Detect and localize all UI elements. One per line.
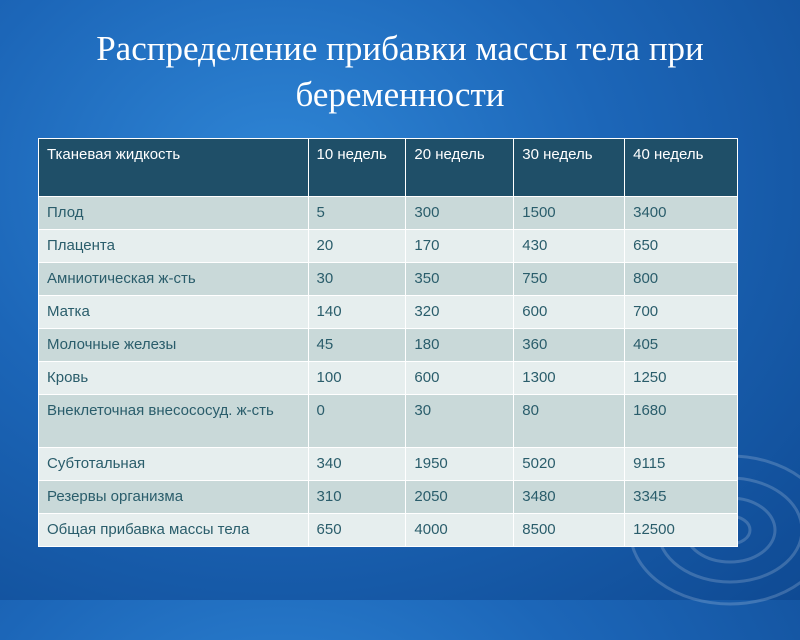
- table-cell: 180: [406, 329, 514, 362]
- table-cell: 20: [308, 230, 406, 263]
- table-cell: 3400: [625, 197, 738, 230]
- table-cell: 5: [308, 197, 406, 230]
- table-cell: 30: [308, 263, 406, 296]
- table-row: [39, 481, 738, 514]
- table-cell: 5020: [514, 448, 625, 481]
- table-cell: 350: [406, 263, 514, 296]
- table-cell: 750: [514, 263, 625, 296]
- table-row: [39, 230, 738, 263]
- table-cell: Кровь: [39, 362, 309, 395]
- table-row: [39, 514, 738, 547]
- table-cell: Плод: [39, 197, 309, 230]
- table-cell: 320: [406, 296, 514, 329]
- table-cell: Внеклеточная внесососуд. ж-сть: [39, 395, 309, 448]
- header-cell: 30 недель: [514, 139, 625, 197]
- header-cell: Тканевая жидкость: [39, 139, 309, 197]
- table-cell: 1950: [406, 448, 514, 481]
- table-cell: Общая прибавка массы тела: [39, 514, 309, 547]
- table-cell: Плацента: [39, 230, 309, 263]
- table-cell: 3345: [625, 481, 738, 514]
- table-row: [39, 362, 738, 395]
- table-cell: Субтотальная: [39, 448, 309, 481]
- table-cell: Резервы организма: [39, 481, 309, 514]
- table-cell: 405: [625, 329, 738, 362]
- table-cell: 360: [514, 329, 625, 362]
- table-cell: 2050: [406, 481, 514, 514]
- title-line-1: Распределение прибавки массы тела при: [96, 29, 704, 68]
- table-cell: Молочные железы: [39, 329, 309, 362]
- table-cell: 9115: [625, 448, 738, 481]
- table-cell: Амниотическая ж-сть: [39, 263, 309, 296]
- table-cell: 310: [308, 481, 406, 514]
- header-cell: 40 недель: [625, 139, 738, 197]
- table-cell: 3480: [514, 481, 625, 514]
- weight-gain-table: [38, 138, 738, 547]
- table-cell: 430: [514, 230, 625, 263]
- table-cell: 650: [308, 514, 406, 547]
- table-row: [39, 448, 738, 481]
- slide-title: [20, 26, 780, 118]
- table-header-row: [39, 139, 738, 197]
- table-cell: 800: [625, 263, 738, 296]
- table-cell: 12500: [625, 514, 738, 547]
- table-cell: 340: [308, 448, 406, 481]
- table-cell: 30: [406, 395, 514, 448]
- table-row: [39, 263, 738, 296]
- table-cell: 650: [625, 230, 738, 263]
- table-cell: 4000: [406, 514, 514, 547]
- table-row: [39, 197, 738, 230]
- table-cell: 1500: [514, 197, 625, 230]
- table-cell: 100: [308, 362, 406, 395]
- title-line-2: беременности: [295, 75, 505, 114]
- table-cell: 45: [308, 329, 406, 362]
- header-cell: 10 недель: [308, 139, 406, 197]
- table-cell: Матка: [39, 296, 309, 329]
- table-cell: 80: [514, 395, 625, 448]
- table-cell: 140: [308, 296, 406, 329]
- table-cell: 600: [406, 362, 514, 395]
- table-row: [39, 296, 738, 329]
- table-cell: 600: [514, 296, 625, 329]
- table-cell: 8500: [514, 514, 625, 547]
- table-cell: 300: [406, 197, 514, 230]
- table-cell: 1680: [625, 395, 738, 448]
- table-row: [39, 395, 738, 448]
- table-cell: 1250: [625, 362, 738, 395]
- header-cell: 20 недель: [406, 139, 514, 197]
- table-cell: 0: [308, 395, 406, 448]
- table-row: [39, 329, 738, 362]
- table-cell: 170: [406, 230, 514, 263]
- table-cell: 1300: [514, 362, 625, 395]
- table-cell: 700: [625, 296, 738, 329]
